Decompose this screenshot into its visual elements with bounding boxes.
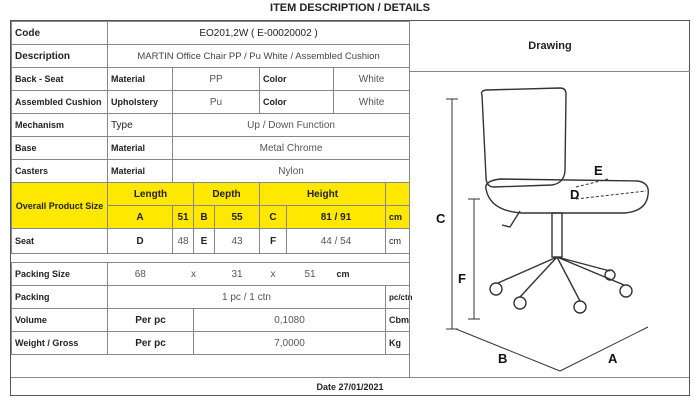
dim-label-a: A — [608, 351, 618, 366]
cushion-upholstery-key: Upholstery — [108, 91, 173, 114]
packing-unit: pc/ctn — [386, 286, 410, 309]
row-packing-size — [12, 263, 410, 286]
spec-sheet — [10, 20, 690, 396]
cushion-color-key: Color — [260, 91, 334, 114]
size-unit: cm — [386, 206, 410, 229]
volume-unit: Cbm — [386, 309, 410, 332]
casters-material-key: Material — [108, 160, 173, 183]
volume-label: Volume — [12, 309, 108, 332]
row-spacer — [12, 254, 410, 263]
packing-size-height: 51 — [287, 263, 334, 286]
row-weight — [12, 332, 410, 355]
drawing-panel — [409, 21, 690, 377]
row-casters — [12, 160, 410, 183]
length-header: Length — [108, 183, 194, 206]
seat-label: Seat — [12, 229, 108, 254]
size-b-value: 55 — [215, 206, 260, 229]
document-title: ITEM DESCRIPTION / DETAILS — [270, 2, 430, 14]
row-seat — [12, 229, 410, 254]
size-b-key: B — [194, 206, 215, 229]
row-volume — [12, 309, 410, 332]
packing-size-unit: cm — [334, 263, 410, 286]
dim-label-c: C — [436, 211, 446, 226]
packing-value: 1 pc / 1 ctn — [108, 286, 386, 309]
seat-f-value: 44 / 54 — [287, 229, 386, 254]
row-back-seat — [12, 68, 410, 91]
gas-lift-shape — [552, 213, 562, 257]
description-label: Description — [12, 45, 108, 68]
back-seat-label: Back - Seat — [12, 68, 108, 91]
code-label: Code — [12, 22, 108, 45]
date-footer: Date 27/01/2021 — [11, 377, 689, 397]
drawing-label: Drawing — [410, 21, 690, 72]
overall-size-label: Overall Product Size — [12, 183, 108, 229]
back-seat-color-key: Color — [260, 68, 334, 91]
weight-per: Per pc — [108, 332, 194, 355]
packing-size-x1: x — [173, 263, 215, 286]
row-code — [12, 22, 410, 45]
row-size-header — [12, 183, 410, 206]
code-value: EO201,2W ( E-00020002 ) — [108, 22, 410, 45]
row-cushion — [12, 91, 410, 114]
row-description — [12, 45, 410, 68]
volume-value: 0,1080 — [194, 309, 386, 332]
dim-label-d: D — [570, 187, 580, 202]
chair-drawing — [410, 71, 690, 377]
weight-value: 7,0000 — [194, 332, 386, 355]
casters-label: Casters — [12, 160, 108, 183]
back-seat-material-key: Material — [108, 68, 173, 91]
mechanism-type-key: Type — [108, 114, 173, 137]
star-base-shape — [498, 257, 624, 301]
seat-f-key: F — [260, 229, 287, 254]
size-c-key: C — [260, 206, 287, 229]
caster-1 — [490, 283, 502, 295]
weight-unit: Kg — [386, 332, 410, 355]
packing-size-width: 31 — [215, 263, 260, 286]
weight-label: Weight / Gross — [12, 332, 108, 355]
row-base — [12, 137, 410, 160]
casters-material-value: Nylon — [173, 160, 410, 183]
base-material-value: Metal Chrome — [173, 137, 410, 160]
base-material-key: Material — [108, 137, 173, 160]
size-header-blank — [386, 183, 410, 206]
back-seat-material-value: PP — [173, 68, 260, 91]
packing-label: Packing — [12, 286, 108, 309]
mechanism-type-value: Up / Down Function — [173, 114, 410, 137]
size-c-value: 81 / 91 — [287, 206, 386, 229]
backrest-shape — [482, 88, 567, 187]
cushion-label: Assembled Cushion — [12, 91, 108, 114]
dim-label-e: E — [594, 163, 603, 178]
base-label: Base — [12, 137, 108, 160]
cushion-upholstery-value: Pu — [173, 91, 260, 114]
caster-2 — [514, 297, 526, 309]
seat-d-key: D — [108, 229, 173, 254]
dim-label-f: F — [458, 271, 466, 286]
cushion-color-value: White — [334, 91, 410, 114]
back-seat-color-value: White — [334, 68, 410, 91]
seat-unit: cm — [386, 229, 410, 254]
packing-size-x2: x — [260, 263, 287, 286]
description-value: MARTIN Office Chair PP / Pu White / Assembled Cushion — [108, 45, 410, 68]
volume-per: Per pc — [108, 309, 194, 332]
row-mechanism — [12, 114, 410, 137]
size-a-value: 51 — [173, 206, 194, 229]
height-header: Height — [260, 183, 386, 206]
caster-4 — [620, 285, 632, 297]
mechanism-label: Mechanism — [12, 114, 108, 137]
packing-size-length: 68 — [108, 263, 173, 286]
caster-3 — [574, 301, 586, 313]
depth-header: Depth — [194, 183, 260, 206]
spec-table — [11, 21, 413, 355]
packing-size-label: Packing Size — [12, 263, 108, 286]
seat-e-key: E — [194, 229, 215, 254]
size-a-key: A — [108, 206, 173, 229]
lever-shape — [502, 211, 520, 227]
seat-e-value: 43 — [215, 229, 260, 254]
dim-label-b: B — [498, 351, 508, 366]
seat-shape — [486, 179, 649, 213]
row-packing — [12, 286, 410, 309]
seat-d-value: 48 — [173, 229, 194, 254]
